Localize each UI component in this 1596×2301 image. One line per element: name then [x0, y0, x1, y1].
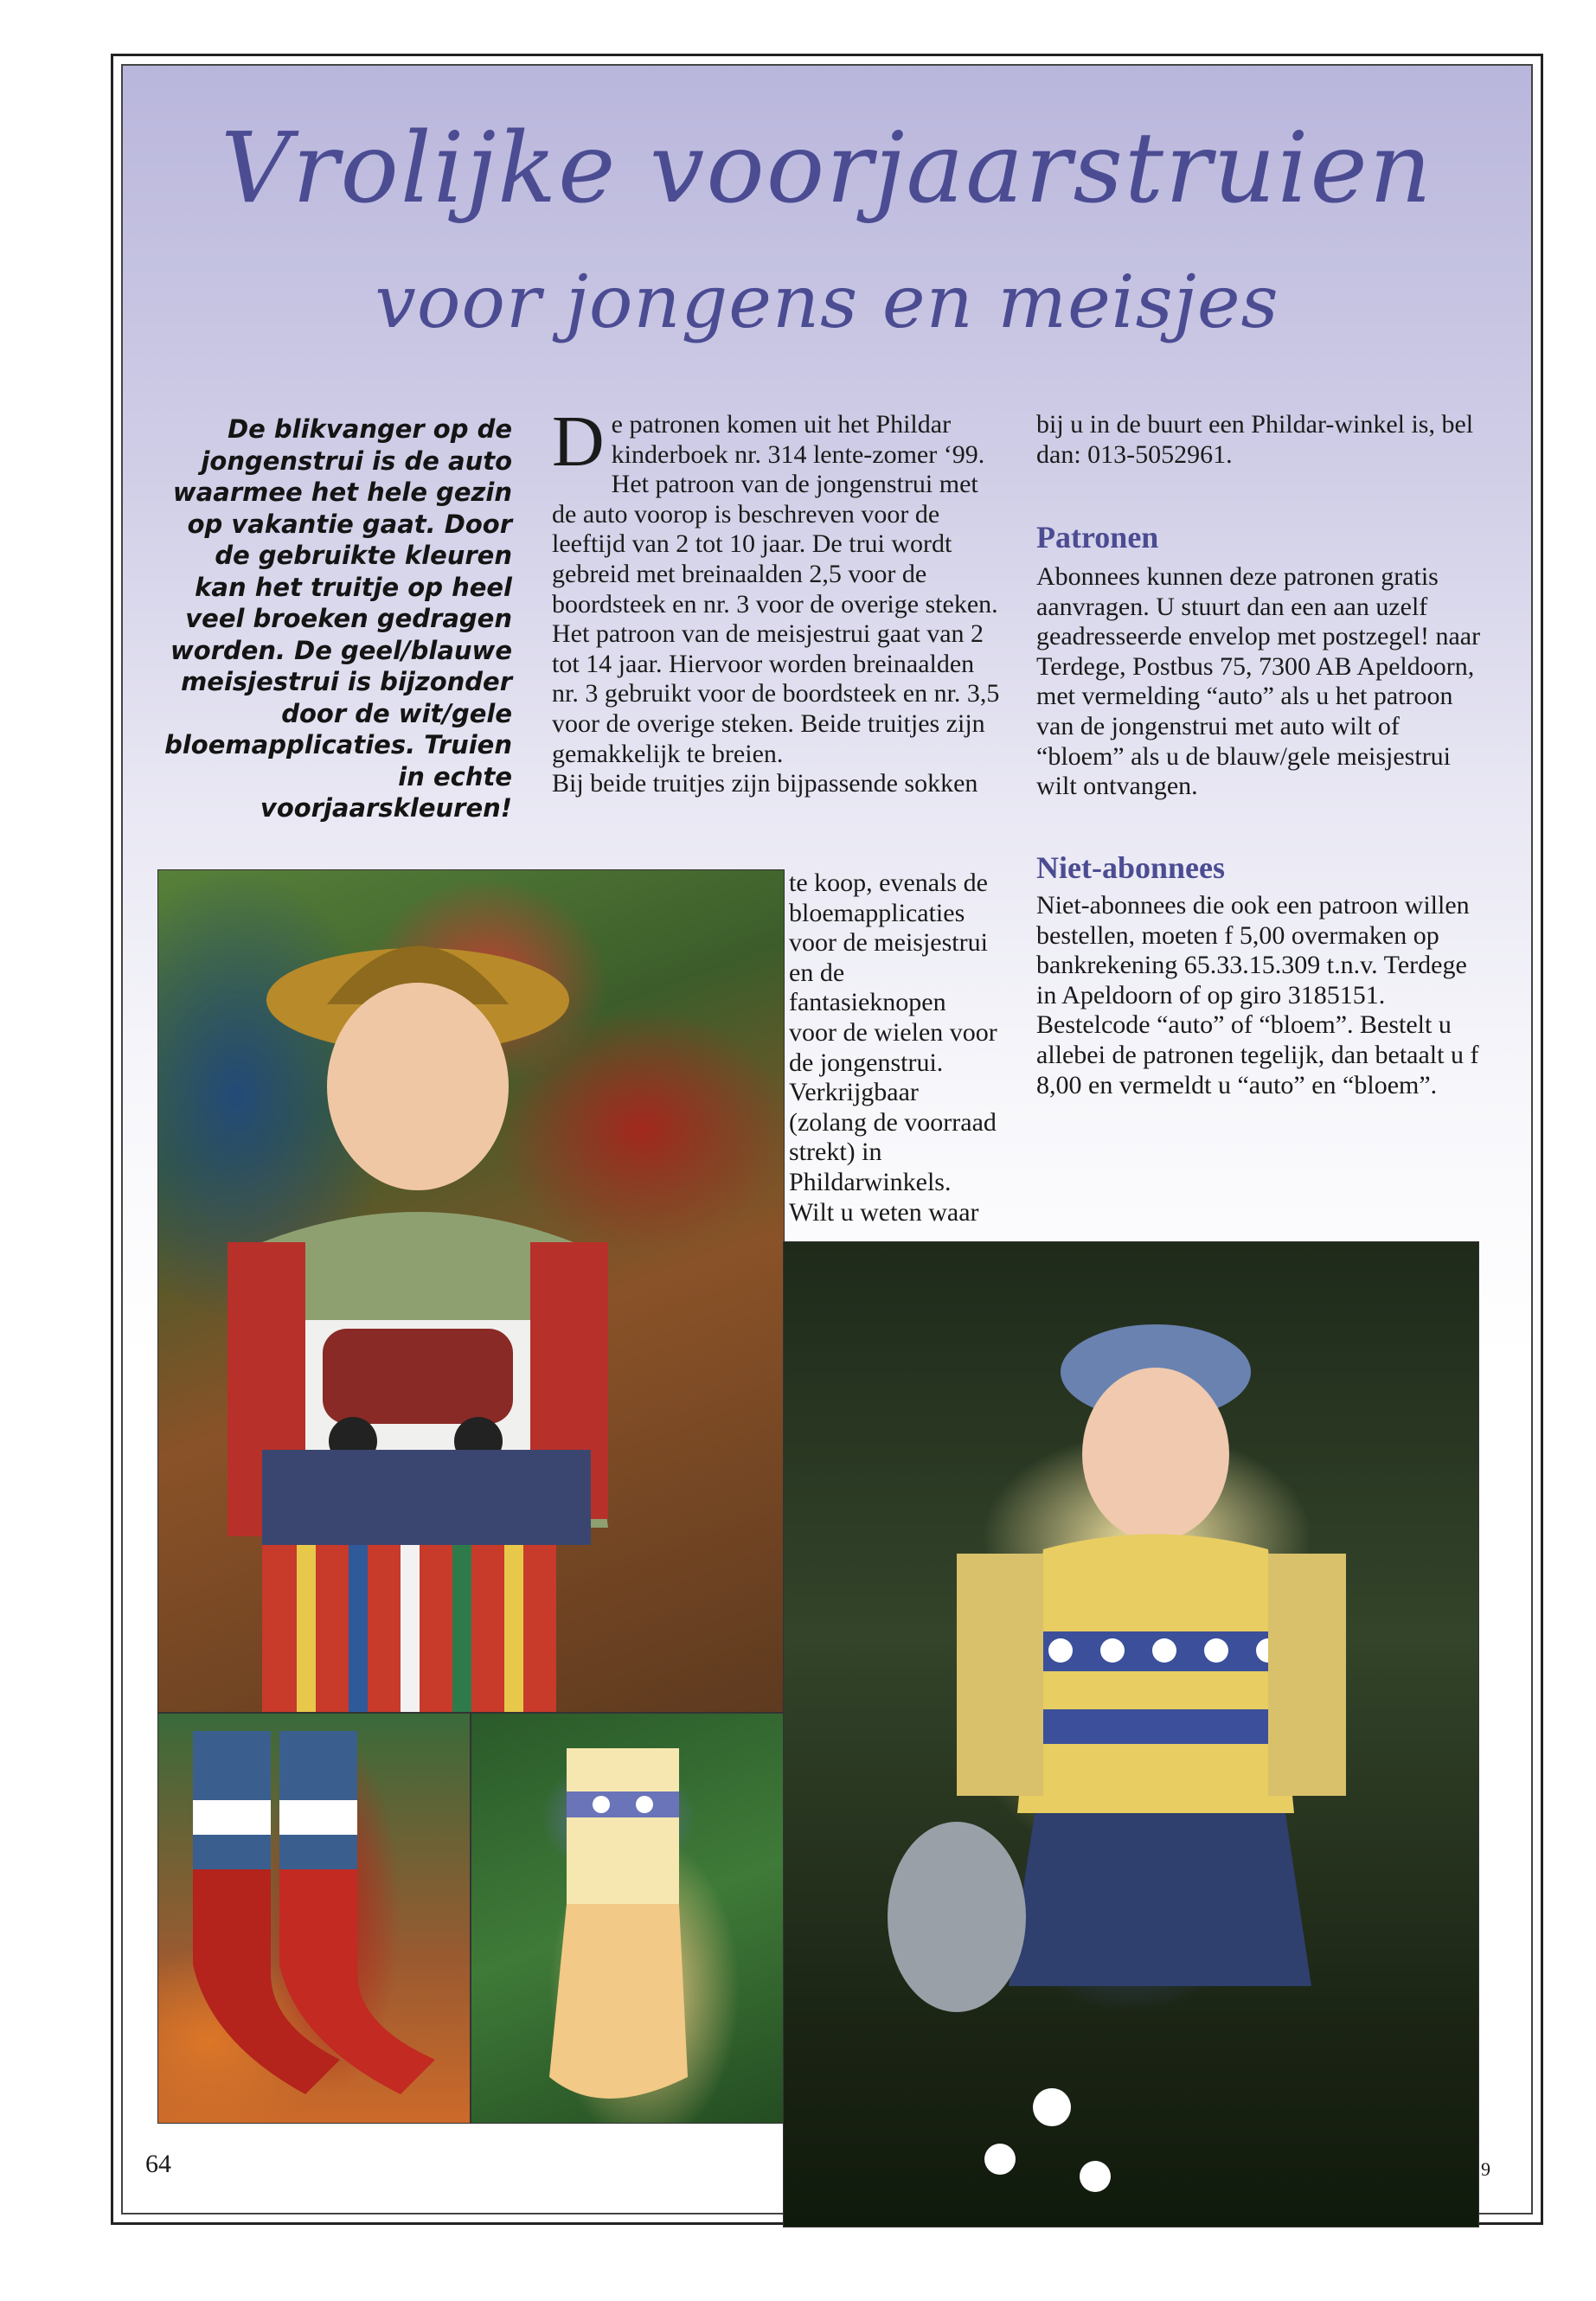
red-socks-illustration: [158, 1714, 471, 2124]
body-paragraph-1: e patronen komen uit het Phildar kinderboek nr. 314 lente-zomer ‘99. Het patroon van de jongenstrui met de auto voorop is beschreven voor de leeftijd van 2 tot 10 jaar. De trui wordt gebreid met breinaalden 2,5 voor de boordsteek en nr. 3 voor de overige steken. Het patroon van de meisjestrui gaat van 2 tot 14 jaar. Hiervoor worden breinaalden nr. 3 gebruikt voor de boordsteek en nr. 3,5 voor de overige steken. Beide truitjes zijn gemakkelijk te breien.: [552, 410, 1000, 768]
drop-cap: D: [552, 401, 605, 482]
right-page-fragment: 9: [1481, 2158, 1490, 2180]
body-paragraph-3: te koop, evenals de bloemapplicaties voor de meisjestrui en de fantasieknopen voor de wielen voor de jongenstrui. Verkrijgbaar (zolang de voorraad strekt) in Phildarwinkels. Wilt u weten waar: [789, 868, 997, 1227]
page-number: 64: [145, 2150, 171, 2178]
yellow-socks-illustration: [471, 1714, 785, 2124]
article-title: Vrolijke voorjaarstruien: [221, 112, 1433, 225]
body-paragraph-4: bij u in de buurt een Phildar-winkel is, bel dan: 013-5052961.: [1036, 410, 1474, 469]
photo-girl-sweater: [783, 1241, 1479, 2227]
body-paragraph-2: Bij beide truitjes zijn bijpassende sokken: [552, 769, 978, 798]
body-column-3-intro: [1036, 410, 1486, 470]
photo-girl-socks: [471, 1713, 785, 2124]
article-subtitle: voor jongens en meisjes: [375, 260, 1279, 344]
boy-illustration: [158, 870, 785, 1713]
heading-patronen: Patronen: [1036, 520, 1159, 554]
patronen-text: Abonnees kunnen deze patronen gratis aanvragen. U stuurt dan een aan uzelf geadresseerde envelop met postzegel! naar Terdege, Postbus 75, 7300 AB Apeldoorn, met vermelding “auto” als u het patroon van de jongenstrui met auto wilt of “bloem” als u de blauw/gele meisjestrui wilt ontvangen.: [1036, 562, 1481, 801]
niet-abonnees-text: Niet-abonnees die ook een patroon willen bestellen, moeten f 5,00 overmaken op bankrekening 65.33.15.309 t.n.v. Terdege in Apeldoorn of op giro 3185151. Bestelcode “auto” of “bloem”. Bestelt u allebei de patronen tegelijk, dan betaalt u f 8,00 en vermeldt u “auto” en “bloem”.: [1036, 891, 1479, 1099]
photo-boy-sweater: [157, 869, 785, 1713]
niet-abonnees-section: [1036, 891, 1486, 1100]
photo-caption: De blikvanger op de jongenstrui is de auto waarmee het hele gezin op vakantie gaat. Door de gebruikte kleuren kan het truitje op heel veel broeken gedragen worden. De geel/blauwe meisjestrui is bijzonder door de wit/gele bloemapplicaties. Truien in echte voorjaarskleuren!: [164, 414, 512, 823]
girl-illustration: [784, 1242, 1479, 2227]
body-column-2: [789, 868, 1000, 1227]
heading-niet-abonnees: Niet-abonnees: [1036, 850, 1225, 885]
photo-boy-socks: [157, 1713, 471, 2124]
body-column-1: [552, 401, 1002, 799]
patronen-section: [1036, 562, 1486, 802]
